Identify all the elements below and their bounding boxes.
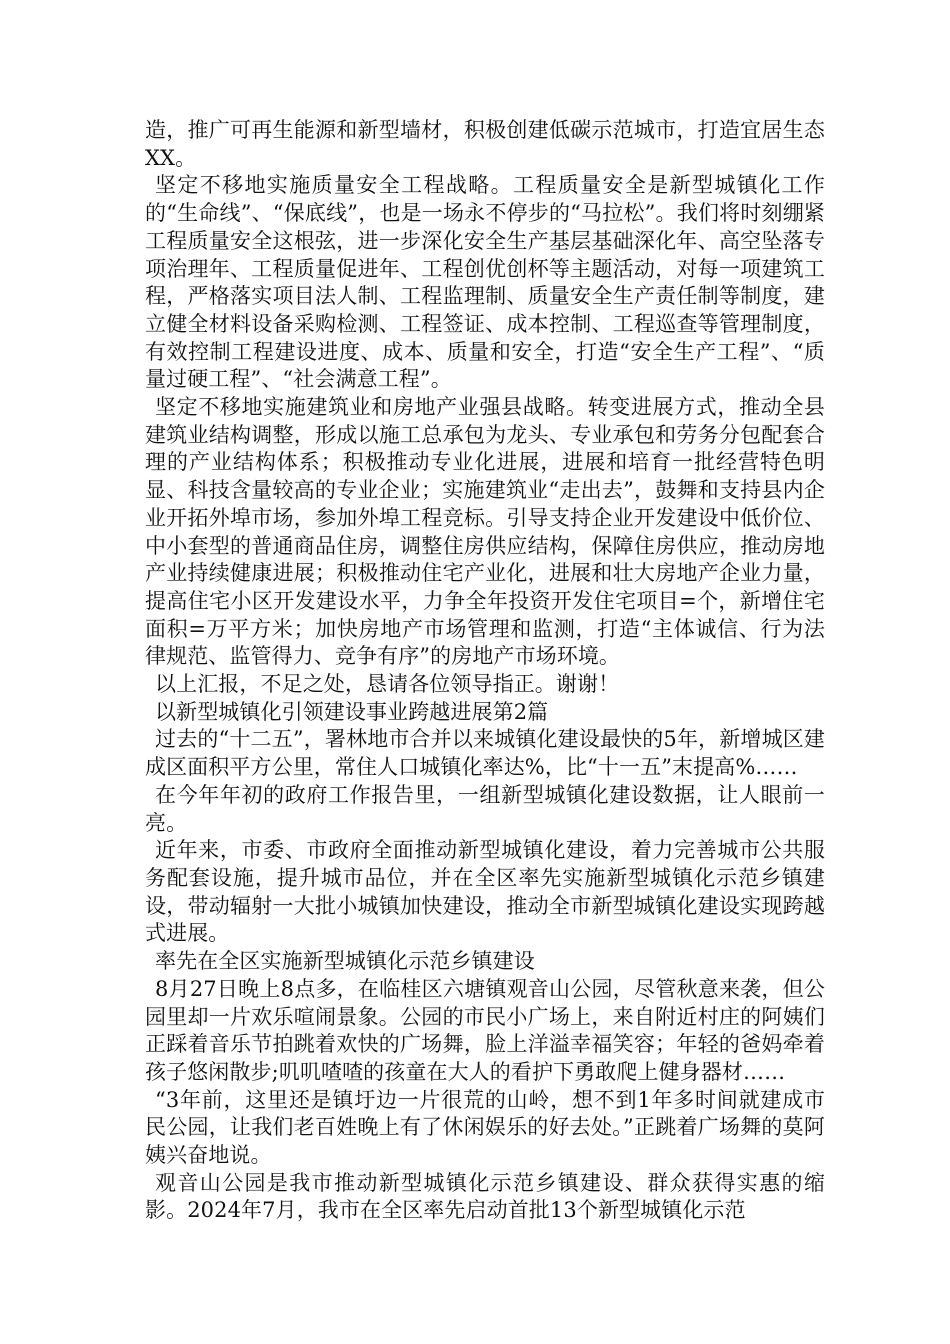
- section-heading-part-2: 以新型城镇化引领建设事业跨越进展第2篇: [155, 699, 549, 724]
- paragraph-park-evening: 8月27日晚上8点多，在临桂区六塘镇观音山公园，尽管秋意来袭，但公园里却一片欢乐喧闹景象。公园的市民小广场上，来自附近村庄的阿姨们正踩着音乐节拍跳着欢快的广场舞，脸上洋溢幸福笑容；年轻的爸妈牵着孩子悠闲散步;叽叽喳喳的孩童在大人的看护下勇敢爬上健身器材……: [145, 976, 825, 1084]
- subheading-demonstration-towns: 率先在全区实施新型城镇化示范乡镇建设: [155, 949, 535, 974]
- paragraph-quality-safety: 坚定不移地实施质量安全工程战略。工程质量安全是新型城镇化工作的“生命线”、“保底线”，也是一场永不停步的“马拉松”。我们将时刻绷紧工程质量安全这根弦，进一步深化安全生产基层基础深化年、高空坠落专项治理年、工程质量促进年、工程创优创杯等主题活动，对每一项建筑工程，严格落实项目法人制、工程监理制、质量安全生产责任制等制度，建立健全材料设备采购检测、工程签证、成本控制、工程巡查等管理制度，有效控制工程建设进度、成本、质量和安全，打造“安全生产工程”、“质量过硬工程”、“社会满意工程”。: [145, 173, 825, 392]
- document-body: [145, 117, 825, 1225]
- paragraph-park-example: 观音山公园是我市推动新型城镇化示范乡镇建设、群众获得实惠的缩影。2024年7月，我市在全区率先启动首批13个新型城镇化示范: [145, 1170, 825, 1223]
- paragraph-government-report: 在今年年初的政府工作报告里，一组新型城镇化建设数据，让人眼前一亮。: [145, 782, 825, 835]
- paragraph-construction-realestate: 坚定不移地实施建筑业和房地产业强县战略。转变进展方式，推动全县建筑业结构调整，形成以施工总承包为龙头、专业承包和劳务分包配套合理的产业结构体系；积极推动专业化进展，进展和培育一批经营特色明显、科技含量较高的专业企业；实施建筑业“走出去”，鼓舞和支持县内企业开拓外埠市场，参加外埠工程竞标。引导支持企业开发建设中低价位、中小套型的普通商品住房，调整住房供应结构，保障住房供应，推动房地产业持续健康进展；积极推动住宅产业化，进展和壮大房地产企业力量，提高住宅小区开发建设水平，力争全年投资开发住宅项目=个，新增住宅面积=万平方米；加快房地产市场管理和监测，打造“主体诚信、行为法律规范、监管得力、竞争有序”的房地产市场环境。: [145, 395, 825, 669]
- paragraph-1: 造，推广可再生能源和新型墙材，积极创建低碳示范城市，打造宜居生态XX。: [145, 118, 825, 170]
- paragraph-closing: 以上汇报，不足之处，恳请各位领导指正。谢谢！: [155, 672, 620, 697]
- paragraph-recent-years: 近年来，市委、市政府全面推动新型城镇化建设，着力完善城市公共服务配套设施，提升城市品位，并在全区率先实施新型城镇化示范乡镇建设，带动辐射一大批小城镇加快建设，推动全市新型城镇化建设实现跨越式进展。: [145, 838, 825, 946]
- paragraph-quote-resident: “3年前，这里还是镇圩边一片很荒的山岭，想不到1年多时间就建成市民公园，让我们老百姓晚上有了休闲娱乐的好去处。”正跳着广场舞的莫阿姨兴奋地说。: [145, 1087, 825, 1168]
- paragraph-twelfth-five-year: 过去的“十二五”，署林地市合并以来城镇化建设最快的5年，新增城区建成区面积平方公里，常住人口城镇化率达%，比“十一五”末提高%……: [145, 727, 825, 780]
